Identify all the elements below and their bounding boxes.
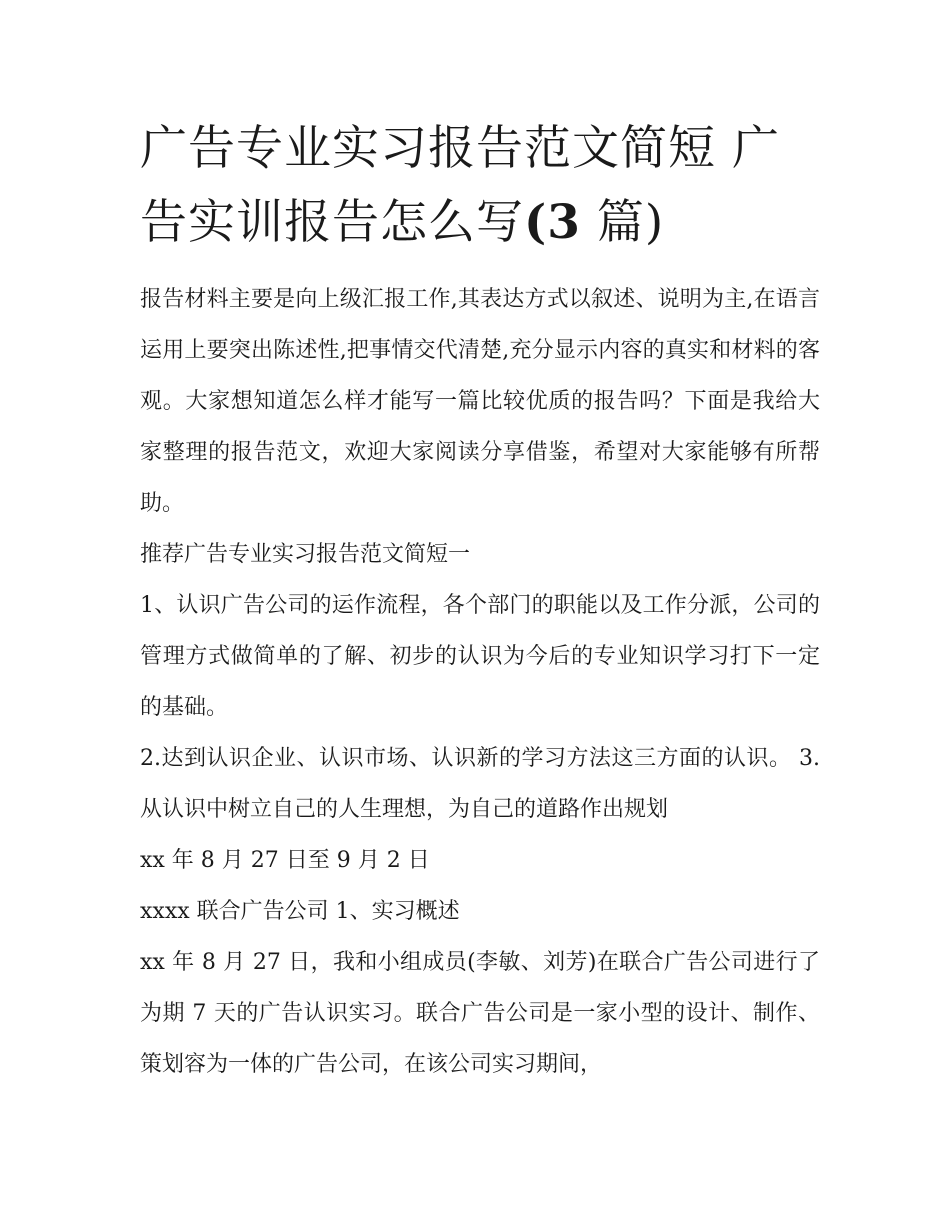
title-count: (3 — [524, 195, 581, 250]
body-paragraph-1: 1、认识广告公司的运作流程，各个部门的职能以及工作分派，公司的管理方式做简单的了解、初步的认识为今后的专业知识学习打下一定的基础。 — [140, 593, 820, 720]
date-range: xx 年 8 月 27 日至 9 月 2 日 — [140, 848, 430, 873]
document-title — [140, 112, 820, 260]
intro-paragraph: 报告材料主要是向上级汇报工作,其表达方式以叙述、说明为主,在语言运用上要突出陈述性,把事情交代清楚,充分显示内容的真实和材料的客观。大家想知道怎么样才能写一篇比较优质的报告吗？下面是我给大家整理的报告范文，欢迎大家阅读分享借鉴，希望对大家能够有所帮助。 — [140, 287, 820, 516]
section-heading: 推荐广告专业实习报告范文简短一 — [140, 542, 471, 567]
title-suffix: 篇) — [580, 195, 665, 250]
company-line: xxxx 联合广告公司 1、实习概述 — [140, 899, 460, 924]
document-page — [140, 112, 820, 1090]
body-paragraph-2: 2.达到认识企业、认识市场、认识新的学习方法这三方面的认识。 3.从认识中树立自己的人生理想，为自己的道路作出规划 — [140, 746, 820, 822]
body-paragraph-3: xx 年 8 月 27 日，我和小组成员(李敏、刘芳)在联合广告公司进行了为期 7 天的广告认识实习。联合广告公司是一家小型的设计、制作、策划容为一体的广告公司，在该公司实习期间， — [140, 950, 820, 1077]
title-text: 广告专业实习报告范文简短 广告实训报告怎么写 — [140, 121, 780, 250]
